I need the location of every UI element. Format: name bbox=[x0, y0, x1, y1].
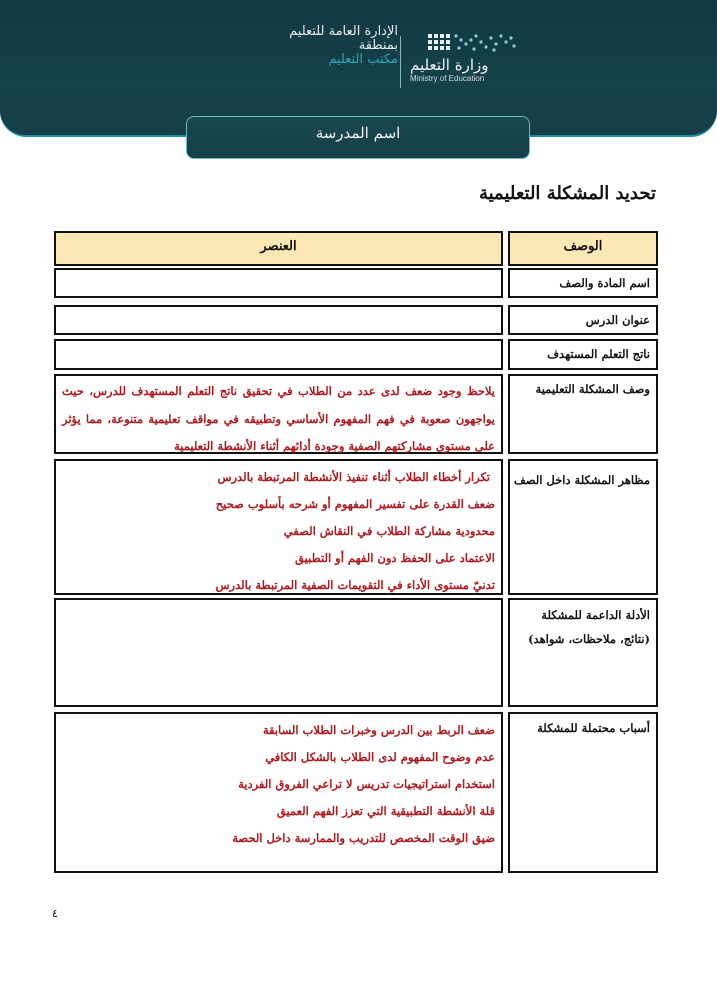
label-evidence: الأدلة الداعمة للمشكلة bbox=[541, 608, 650, 622]
label-cell-causes bbox=[508, 712, 658, 873]
school-name-box[interactable] bbox=[186, 116, 530, 159]
input-problem-description[interactable] bbox=[54, 374, 503, 454]
label-cell-evidence bbox=[508, 598, 658, 707]
column-header-element bbox=[54, 231, 503, 266]
list-item: عدم وضوح المفهوم لدى الطلاب بالشكل الكافي bbox=[265, 750, 495, 764]
school-name-label: اسم المدرسة bbox=[315, 124, 401, 142]
label-evidence-sub: (نتائج، ملاحظات، شواهد) bbox=[528, 632, 650, 646]
list-item: ضعف القدرة على تفسير المفهوم أو شرحه بأسلوب صحيح bbox=[215, 497, 495, 511]
label-manifestations: مظاهر المشكلة داخل الصف bbox=[513, 473, 650, 487]
ministry-dots-icon bbox=[424, 30, 520, 56]
page-number: ٤ bbox=[52, 907, 58, 920]
input-outcome[interactable] bbox=[54, 339, 503, 370]
list-item: ضيق الوقت المخصص للتدريب والممارسة داخل الحصة bbox=[232, 831, 495, 845]
input-manifestations[interactable] bbox=[54, 459, 503, 595]
education-region bbox=[248, 24, 398, 68]
label-cell-lesson-title bbox=[508, 305, 658, 335]
label-problem-description: وصف المشكلة التعليمية bbox=[535, 382, 650, 396]
input-subject-class[interactable] bbox=[54, 268, 503, 298]
problem-description-text: يلاحظ وجود ضعف لدى عدد من الطلاب في تحقيق ناتج التعلم المستهدف للدرس، حيث يواجهون صعوبة في فهم المفهوم الأساسي وتطبيقه في مواقف تعليمية متنوعة، مما يؤثر على مستوى مشاركتهم الصفية وجودة أدائهم أثناء الأنشطة التعليمية bbox=[62, 384, 495, 453]
ministry-name-ar: وزارة التعليم bbox=[410, 56, 489, 74]
section-title: تحديد المشكلة التعليمية bbox=[478, 183, 656, 204]
list-item: تدنيّ مستوى الأداء في التقويمات الصفية المرتبطة بالدرس bbox=[215, 578, 495, 592]
list-item: الاعتماد على الحفظ دون الفهم أو التطبيق bbox=[295, 551, 495, 565]
column-header-description bbox=[508, 231, 658, 266]
column-header-description-text: الوصف bbox=[563, 239, 603, 254]
input-causes[interactable] bbox=[54, 712, 503, 873]
label-cell-subject-class bbox=[508, 268, 658, 298]
label-subject-class: اسم المادة والصف bbox=[559, 276, 650, 290]
label-lesson-title: عنوان الدرس bbox=[585, 313, 650, 327]
column-header-element-text: العنصر bbox=[260, 239, 297, 254]
input-lesson-title[interactable] bbox=[54, 305, 503, 335]
list-item: ضعف الربط بين الدرس وخبرات الطلاب السابقة bbox=[262, 723, 495, 737]
list-item: قلة الأنشطة التطبيقية التي تعزز الفهم العميق bbox=[276, 804, 495, 818]
list-item: استخدام استراتيجيات تدريس لا تراعي الفروق الفردية bbox=[238, 777, 495, 791]
input-evidence[interactable] bbox=[54, 598, 503, 707]
causes-list bbox=[62, 717, 495, 852]
label-outcome: ناتج التعلم المستهدف bbox=[547, 347, 650, 361]
label-cell-outcome bbox=[508, 339, 658, 370]
office-name: مكتب التعليم bbox=[328, 52, 398, 67]
region-line-1: الإدارة العامة للتعليم bbox=[289, 24, 398, 39]
ministry-name-en: Ministry of Education bbox=[410, 74, 485, 83]
label-causes: أسباب محتملة للمشكلة bbox=[537, 721, 650, 735]
header-divider bbox=[400, 36, 401, 88]
manifestations-list bbox=[62, 464, 495, 599]
label-cell-manifestations bbox=[508, 459, 658, 595]
label-cell-problem-description bbox=[508, 374, 658, 454]
ministry-logo bbox=[410, 30, 520, 84]
list-item: تكرار أخطاء الطلاب أثناء تنفيذ الأنشطة المرتبطة بالدرس bbox=[217, 470, 490, 484]
region-line-2: بمنطقة bbox=[358, 38, 398, 53]
list-item: محدودية مشاركة الطلاب في النقاش الصفي bbox=[283, 524, 495, 538]
